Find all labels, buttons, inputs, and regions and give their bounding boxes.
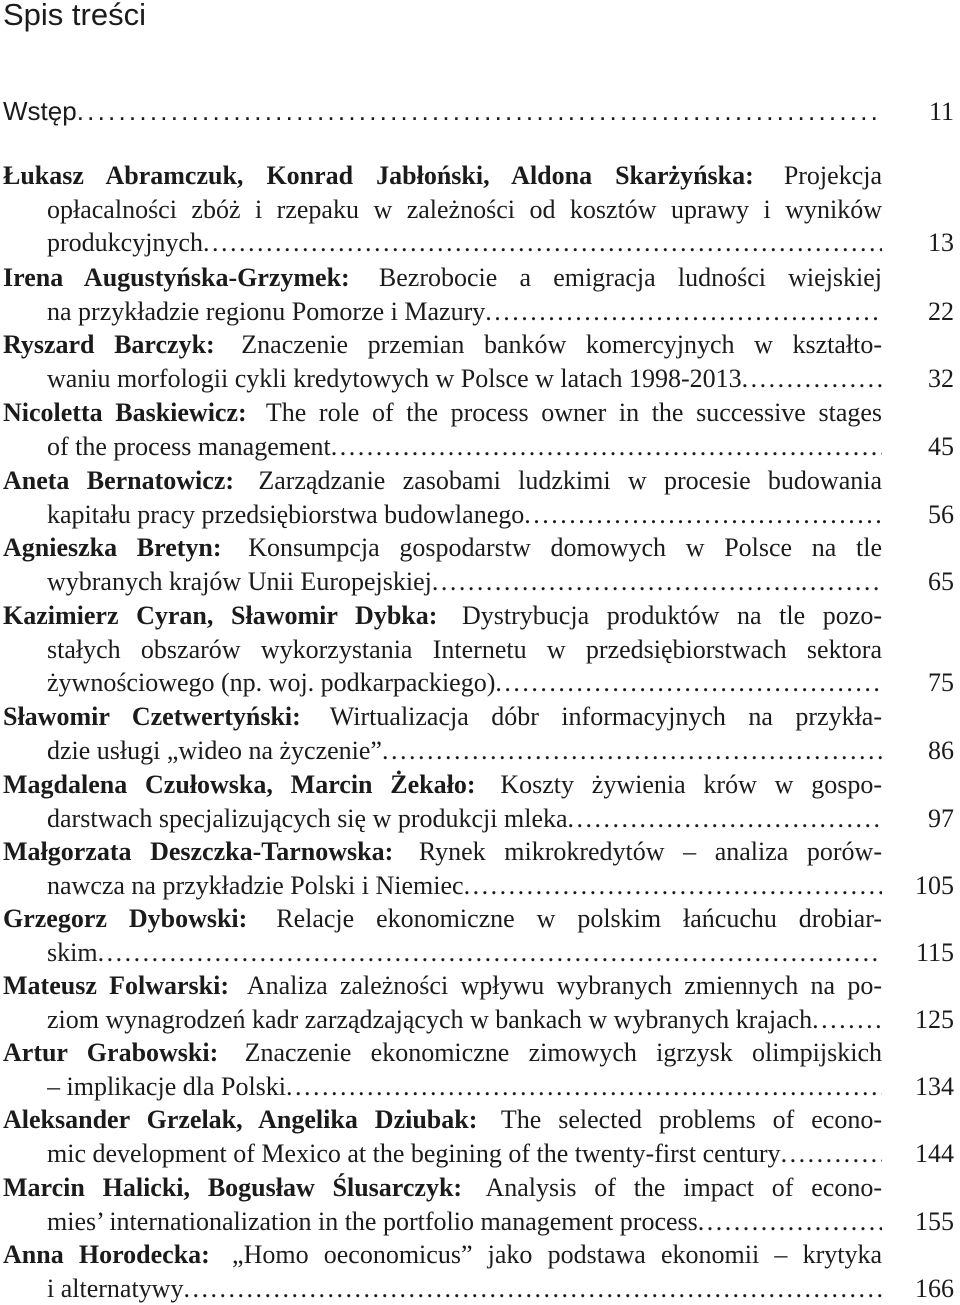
entry-title-text: żywnościowego (np. woj. podkarpackiego)	[47, 668, 496, 697]
toc-entry-line	[0, 362, 960, 395]
entry-authors: Anna Horodecka:	[3, 1240, 210, 1269]
dot-leader	[568, 804, 882, 833]
page-number: 97	[928, 804, 954, 833]
dot-leader	[331, 432, 882, 461]
entry-authors: Agnieszka Bretyn:	[3, 533, 222, 562]
page-number: 86	[928, 736, 954, 765]
dot-leader	[286, 1072, 882, 1101]
entry-authors: Małgorzata Deszczka-Tarnowska:	[3, 837, 394, 866]
page-number: 65	[928, 567, 954, 596]
page-number: 155	[915, 1207, 954, 1236]
toc-entry-line	[0, 328, 960, 361]
entry-title-text: Konsumpcja gospodarstw domowych w Polsce na tle	[248, 533, 882, 562]
dot-leader	[812, 1005, 882, 1034]
entry-title-text: mies’ internationalization in the portfolio management process	[47, 1207, 698, 1236]
entry-title-text: stałych obszarów wykorzystania Internetu w przedsiębiorstwach sektora	[47, 635, 882, 664]
entry-title-text: Wstęp	[3, 96, 77, 126]
dot-leader	[203, 228, 882, 257]
entry-title-text: Analiza zależności wpływu wybranych zmiennych na po-	[246, 971, 882, 1000]
entry-title-text: Zarządzanie zasobami ludzkimi w procesie budowania	[258, 466, 882, 495]
entry-title-text: Bezrobocie a emigracja ludności wiejskiej	[378, 263, 882, 292]
entry-title-text: Analysis of the impact of econo-	[485, 1173, 882, 1202]
entry-authors: Ryszard Barczyk:	[3, 330, 215, 359]
toc-entry-line	[0, 193, 960, 226]
entry-authors: Aleksander Grzelak, Angelika Dziubak:	[3, 1105, 478, 1134]
entry-title-text: mic development of Mexico at the begining of the twenty-first century	[47, 1139, 781, 1168]
toc-entry-line	[0, 396, 960, 429]
entry-authors: Mateusz Folwarski:	[3, 971, 229, 1000]
dot-leader	[742, 364, 882, 393]
toc-entry-line	[0, 1103, 960, 1136]
toc-entry-line	[0, 1137, 960, 1170]
page-number: 56	[928, 500, 954, 529]
page-title: Spis treści	[3, 0, 146, 32]
toc-entry-line	[0, 599, 960, 632]
toc-entry-line	[0, 531, 960, 564]
dot-leader	[524, 500, 882, 529]
toc-entry-line	[0, 869, 960, 902]
toc-entry-line	[0, 734, 960, 767]
entry-title-text: waniu morfologii cykli kredytowych w Polsce w latach 1998-2013	[47, 364, 742, 393]
dot-leader	[432, 567, 882, 596]
toc-entry-line	[0, 565, 960, 598]
page-number: 11	[928, 97, 954, 126]
toc-entry-line	[0, 498, 960, 531]
page-number: 134	[915, 1072, 954, 1101]
entry-title-text: darstwach specjalizujących się w produkcji mleka	[47, 804, 568, 833]
entry-title-text: nawcza na przykładzie Polski i Niemiec	[47, 871, 464, 900]
toc-entry-line	[0, 633, 960, 666]
toc-entry-line	[0, 95, 960, 128]
entry-title-text: dzie usługi „wideo na życzenie”	[47, 736, 382, 765]
entry-title-text: wybranych krajów Unii Europejskiej	[47, 567, 432, 596]
page-number: 166	[915, 1274, 954, 1303]
toc-entry-line	[0, 666, 960, 699]
entry-title-text: Wirtualizacja dóbr informacyjnych na przykła-	[329, 702, 882, 731]
page-number: 144	[915, 1139, 954, 1168]
entry-authors: Nicoletta Baskiewicz:	[3, 398, 247, 427]
entry-title-text: The role of the process owner in the successive stages	[265, 398, 882, 427]
entry-title-text: The selected problems of econo-	[500, 1105, 882, 1134]
toc-entry-line	[0, 902, 960, 935]
entry-title-text: skim	[47, 938, 98, 967]
toc-entry-line	[0, 1171, 960, 1204]
toc-entry-line	[0, 159, 960, 192]
entry-title-text: na przykładzie regionu Pomorze i Mazury	[47, 297, 486, 326]
dot-leader	[495, 668, 882, 697]
page-number: 75	[928, 668, 954, 697]
dot-leader	[183, 1274, 882, 1303]
entry-title-text: Projekcja	[783, 161, 882, 190]
dot-leader	[98, 938, 882, 967]
toc-entry-line	[0, 802, 960, 835]
entry-title-text: ziom wynagrodzeń kadr zarządzających w bankach w wybranych krajach	[47, 1005, 813, 1034]
entry-title-text: Koszty żywienia krów w gospo-	[500, 770, 882, 799]
toc-entry-line	[0, 1205, 960, 1238]
page-number: 32	[928, 364, 954, 393]
toc-entry-line	[0, 226, 960, 259]
entry-authors: Łukasz Abramczuk, Konrad Jabłoński, Aldona Skarżyńska:	[3, 161, 754, 190]
dot-leader	[485, 297, 882, 326]
entry-authors: Marcin Halicki, Bogusław Ślusarczyk:	[3, 1173, 463, 1202]
toc-entry-line	[0, 936, 960, 969]
entry-title-text: Relacje ekonomiczne w polskim łańcuchu drobiar-	[276, 904, 882, 933]
entry-title-text: Znaczenie ekonomiczne zimowych igrzysk olimpijskich	[244, 1038, 882, 1067]
toc-entry-line	[0, 1003, 960, 1036]
entry-title-text: Dystrybucja produktów na tle pozo-	[462, 601, 882, 630]
entry-authors: Sławomir Czetwertyński:	[3, 702, 301, 731]
toc-entry-line	[0, 1036, 960, 1069]
entry-authors: Kazimierz Cyran, Sławomir Dybka:	[3, 601, 438, 630]
page-number: 45	[928, 432, 954, 461]
entry-authors: Grzegorz Dybowski:	[3, 904, 248, 933]
entry-title-text: opłacalności zbóż i rzepaku w zależności od kosztów uprawy i wyników	[47, 195, 882, 224]
page-number: 105	[915, 871, 954, 900]
page-number: 115	[915, 938, 954, 967]
toc-entry-line	[0, 430, 960, 463]
page-number: 22	[928, 297, 954, 326]
toc-entry-line	[0, 768, 960, 801]
entry-authors: Aneta Bernatowicz:	[3, 466, 235, 495]
entry-title-text: i alternatywy	[47, 1274, 184, 1303]
dot-leader	[698, 1207, 882, 1236]
entry-authors: Irena Augustyńska-Grzymek:	[3, 263, 350, 292]
dot-leader	[464, 871, 882, 900]
page-number: 13	[928, 228, 954, 257]
entry-authors: Magdalena Czułowska, Marcin Żekało:	[3, 770, 476, 799]
entry-title-text: – implikacje dla Polski	[47, 1072, 287, 1101]
toc-entry-line	[0, 295, 960, 328]
toc-entry-line	[0, 969, 960, 1002]
entry-title-text: „Homo oeconomicus” jako podstawa ekonomii – krytyka	[232, 1240, 882, 1269]
entry-title-text: kapitału pracy przedsiębiorstwa budowlanego	[47, 500, 525, 529]
toc-entry-line	[0, 700, 960, 733]
entry-title-text: produkcyjnych	[47, 228, 203, 257]
toc-entry-line	[0, 464, 960, 497]
page-number: 125	[915, 1005, 954, 1034]
toc-entry-line	[0, 1238, 960, 1271]
dot-leader	[781, 1139, 882, 1168]
toc-entry-line	[0, 1070, 960, 1103]
entry-authors: Artur Grabowski:	[3, 1038, 219, 1067]
entry-title-text: Znaczenie przemian banków komercyjnych w kształto-	[241, 330, 882, 359]
toc-entry-line	[0, 835, 960, 868]
dot-leader	[382, 736, 882, 765]
dot-leader	[77, 96, 882, 126]
toc-entry-line	[0, 261, 960, 294]
toc-entry-line	[0, 1272, 960, 1305]
entry-title-text: of the process management	[47, 432, 331, 461]
entry-title-text: Rynek mikrokredytów – analiza porów-	[418, 837, 882, 866]
